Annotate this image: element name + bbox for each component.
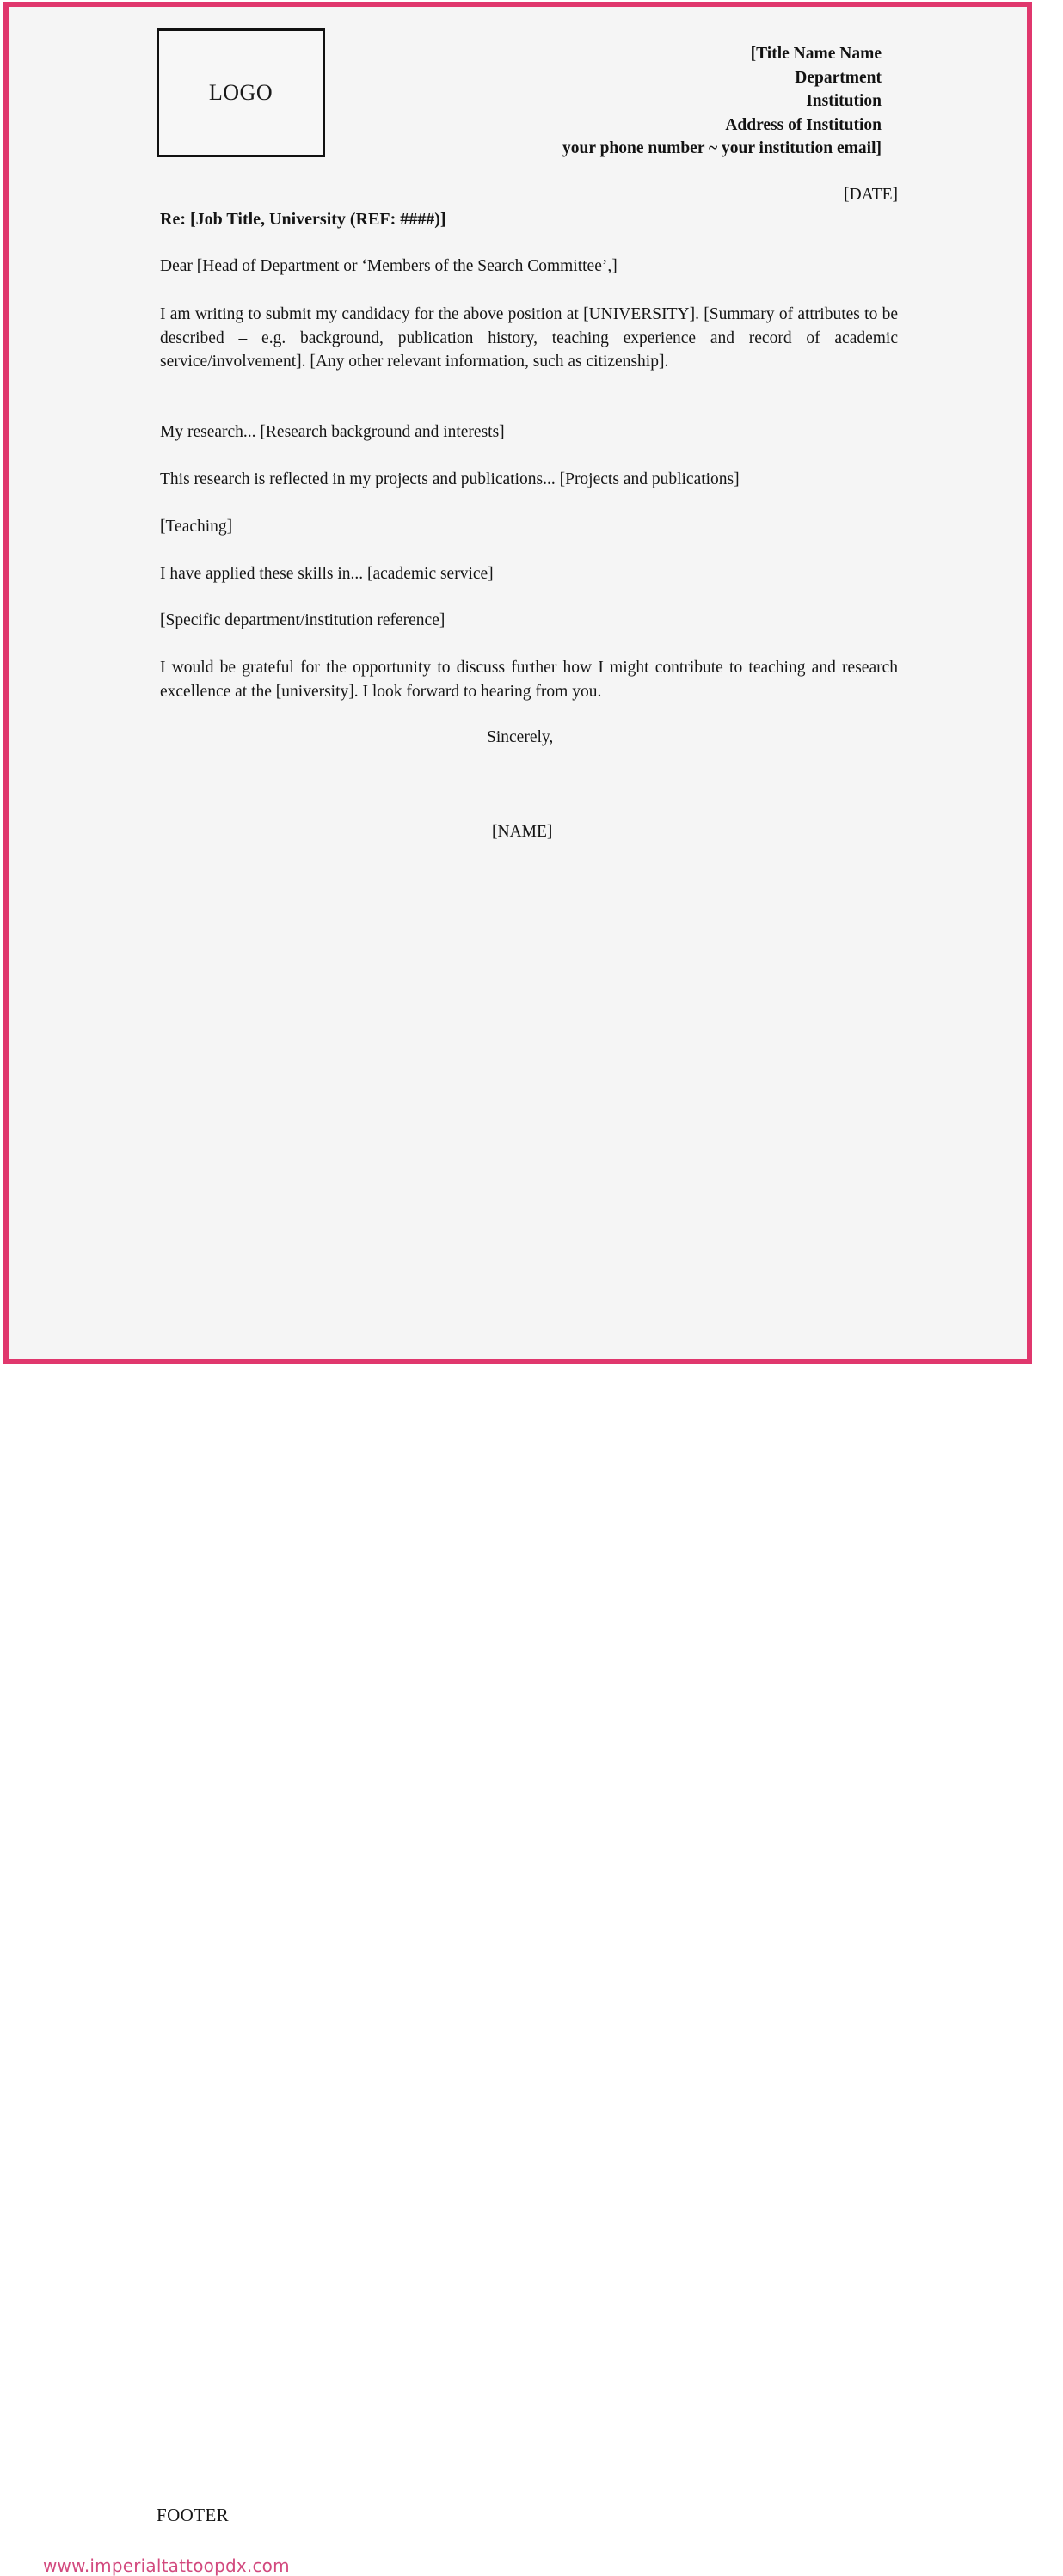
salutation-line: Dear [Head of Department or ‘Members of the Search Committee’,] (160, 257, 618, 275)
sender-phone-email: your phone number ~ your institution email] (562, 139, 882, 157)
paragraph-research: My research... [Research background and interests] (160, 423, 505, 441)
logo-placeholder-box (157, 28, 325, 157)
document-sheet (9, 7, 1027, 2576)
source-watermark: www.imperialtattoopdx.com (43, 2555, 290, 2576)
paragraph-academic-service: I have applied these skills in... [academic service] (160, 565, 494, 583)
subject-line: Re: [Job Title, University (REF: ####)] (160, 210, 446, 229)
letterhead (9, 7, 1027, 170)
sender-department: Department (795, 68, 882, 87)
document-page-frame (3, 2, 1032, 2576)
paragraph-closing: I would be grateful for the opportunity to discuss further how I might contribute to teaching and research excellence at the [university]. I look forward to hearing from you. (160, 659, 898, 701)
sender-title-name: [Title Name Name (750, 45, 882, 63)
sender-institution: Institution (806, 92, 882, 110)
footer-area (9, 1238, 1027, 2576)
paragraph-introduction: I am writing to submit my candidacy for the above position at [UNIVERSITY]. [Summary of attributes to be described – e.g. background, publication history, teaching experience and record of academic service/involvement]. [Any other relevant information, such as citizenship]. (160, 305, 898, 371)
date-line: [DATE] (844, 186, 898, 204)
logo-placeholder-label: LOGO (208, 80, 273, 105)
paragraph-publications: This research is reflected in my projects and publications... [Projects and publications] (160, 470, 740, 488)
sender-contact-block (562, 42, 882, 161)
paragraph-department-reference: [Specific department/institution reference] (160, 611, 445, 629)
paragraph-teaching: [Teaching] (160, 518, 233, 536)
footer-label: FOOTER (157, 2505, 230, 2525)
signature-name: [NAME] (492, 823, 553, 841)
closing-salutation: Sincerely, (487, 728, 554, 746)
sender-address: Address of Institution (725, 115, 882, 134)
